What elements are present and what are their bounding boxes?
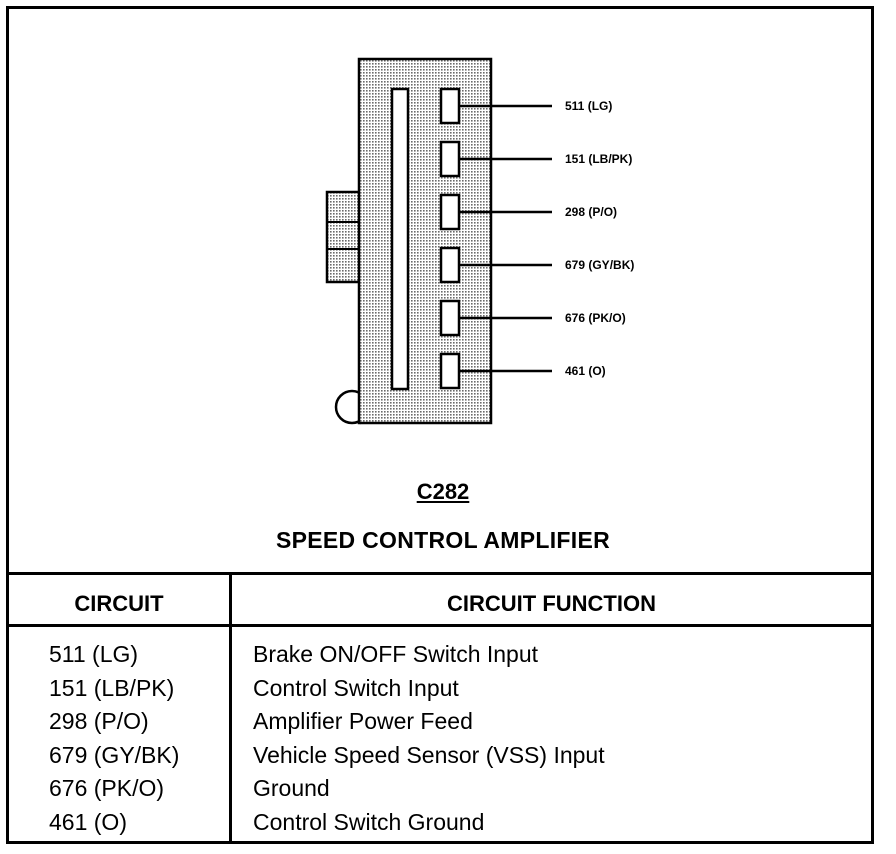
pin-label: 679 (GY/BK) [565, 258, 635, 272]
locking-tab [327, 192, 363, 282]
circuit-cell: 676 (PK/O) [49, 775, 165, 801]
pin-cavity [441, 195, 459, 229]
table-divider [9, 572, 871, 575]
table-row [9, 675, 871, 709]
connector-id: C282 [416, 479, 470, 504]
function-cell: Amplifier Power Feed [253, 708, 473, 734]
connector-slot [392, 89, 408, 389]
table-row [9, 641, 871, 675]
column-header-circuit: CIRCUIT [74, 591, 164, 616]
table-header-divider [9, 624, 871, 627]
pin-label: 511 (LG) [565, 99, 613, 113]
connector-body [359, 59, 491, 423]
diagram-frame [6, 6, 874, 844]
circuit-cell: 298 (P/O) [49, 708, 149, 734]
function-cell: Control Switch Ground [253, 808, 485, 835]
circuit-cell: 151 (LB/PK) [49, 674, 175, 701]
pin-cavity [441, 354, 459, 388]
column-header-function: CIRCUIT FUNCTION [447, 591, 656, 616]
connector-name: SPEED CONTROL AMPLIFIER [275, 527, 611, 553]
pin-label: 151 (LB/PK) [565, 152, 633, 166]
connector-diagram [9, 9, 877, 469]
circuit-cell: 511 (LG) [49, 641, 139, 667]
function-cell: Control Switch Input [253, 674, 459, 701]
pin-label: 298 (P/O) [565, 205, 618, 219]
pin-cavity [441, 248, 459, 282]
pin-cavity [441, 89, 459, 123]
function-cell: Brake ON/OFF Switch Input [253, 641, 539, 667]
function-cell: Vehicle Speed Sensor (VSS) Input [253, 741, 605, 768]
pin-cavity [441, 301, 459, 335]
table-row [9, 742, 871, 776]
circuit-cell: 679 (GY/BK) [49, 741, 180, 768]
table-row [9, 775, 871, 809]
circuit-table [9, 641, 871, 842]
pin-label: 461 (O) [565, 364, 606, 378]
pin-cavity [441, 142, 459, 176]
table-row [9, 708, 871, 742]
circuit-cell: 461 (O) [49, 808, 127, 835]
pin-label: 676 (PK/O) [565, 311, 626, 325]
table-row [9, 809, 871, 843]
function-cell: Ground [253, 775, 330, 801]
